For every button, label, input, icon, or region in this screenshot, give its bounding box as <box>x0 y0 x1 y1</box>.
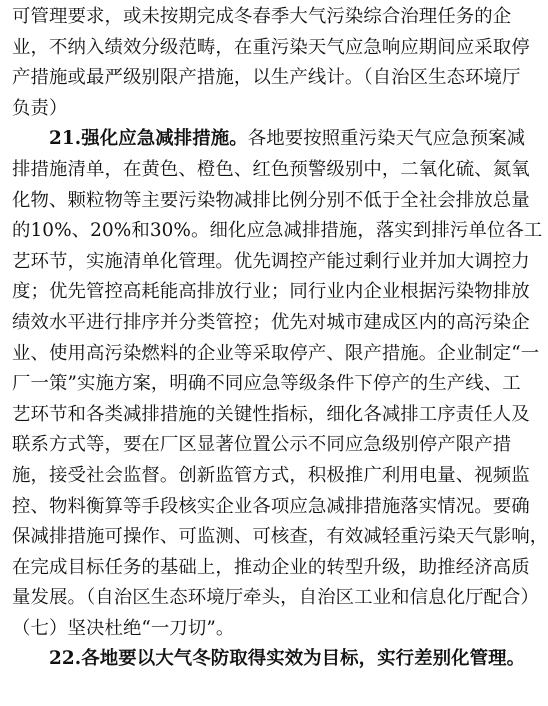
body-line: 量发展。（自治区生态环境厅牵头，自治区工业和信息化厅配合） <box>12 587 540 609</box>
body-line: 联系方式等，要在厂区显著位置公示不同应急级别停产限产措 <box>12 434 512 456</box>
body-line: 在完成目标任务的基础上，推动企业的转型升级，助推经济高质 <box>12 556 530 578</box>
body-line: 负责） <box>12 97 68 119</box>
section-21-heading: 21.强化应急减排措施。 <box>49 128 248 150</box>
section-21-text: 各地要按照重污染天气应急预案减 <box>247 128 526 150</box>
body-line: 产措施或最严级别限产措施，以生产线计。（自治区生态环境厅 <box>12 67 521 89</box>
body-line: 业、使用高污染燃料的企业等采取停产、限产措施。企业制定“一 <box>12 342 540 364</box>
body-line: 业，不纳入绩效分级范畴，在重污染天气应急响应期间应采取停 <box>12 36 530 58</box>
body-line: 度；优先管控高耗能高排放行业；同行业内企业根据污染物排放 <box>12 281 530 303</box>
body-line: 的10%、20%和30%。细化应急减排措施，落实到排污单位各工 <box>12 220 543 242</box>
body-line: 厂一策”实施方案，明确不同应急等级条件下停产的生产线、工 <box>12 373 521 395</box>
body-line: 控、物料衡算等手段核实企业各项应急减排措施落实情况。要确 <box>12 495 530 517</box>
body-line: 施，接受社会监督。创新监管方式，积极推广利用电量、视频监 <box>12 464 530 486</box>
section-7-heading: 22.各地要以大气冬防取得实效为目标，实行差别化管理。 <box>49 648 526 670</box>
section-21-line <box>12 124 526 155</box>
body-line: 可管理要求，或未按期完成冬春季大气污染综合治理任务的企 <box>12 6 512 27</box>
body-line: （七）坚决杜绝“一刀切”。 <box>12 617 235 639</box>
body-line: 化物、颗粒物等主要污染物减排比例分别不低于全社会排放总量 <box>12 189 530 211</box>
body-line: 保减排措施可操作、可监测、可核查，有效减轻重污染天气影响， <box>12 526 548 548</box>
body-line: 绩效水平进行排序并分类管控；优先对城市建成区内的高污染企 <box>12 311 530 333</box>
body-line: 艺环节，实施清单化管理。优先调控产能过剩行业并加大调控力 <box>12 250 530 272</box>
body-line: 排措施清单，在黄色、橙色、红色预警级别中，二氧化硫、氮氧 <box>12 158 530 180</box>
section-22-heading <box>12 675 477 706</box>
body-line: 艺环节和各类减排措施的关键性指标，细化各减排工序责任人及 <box>12 403 530 425</box>
